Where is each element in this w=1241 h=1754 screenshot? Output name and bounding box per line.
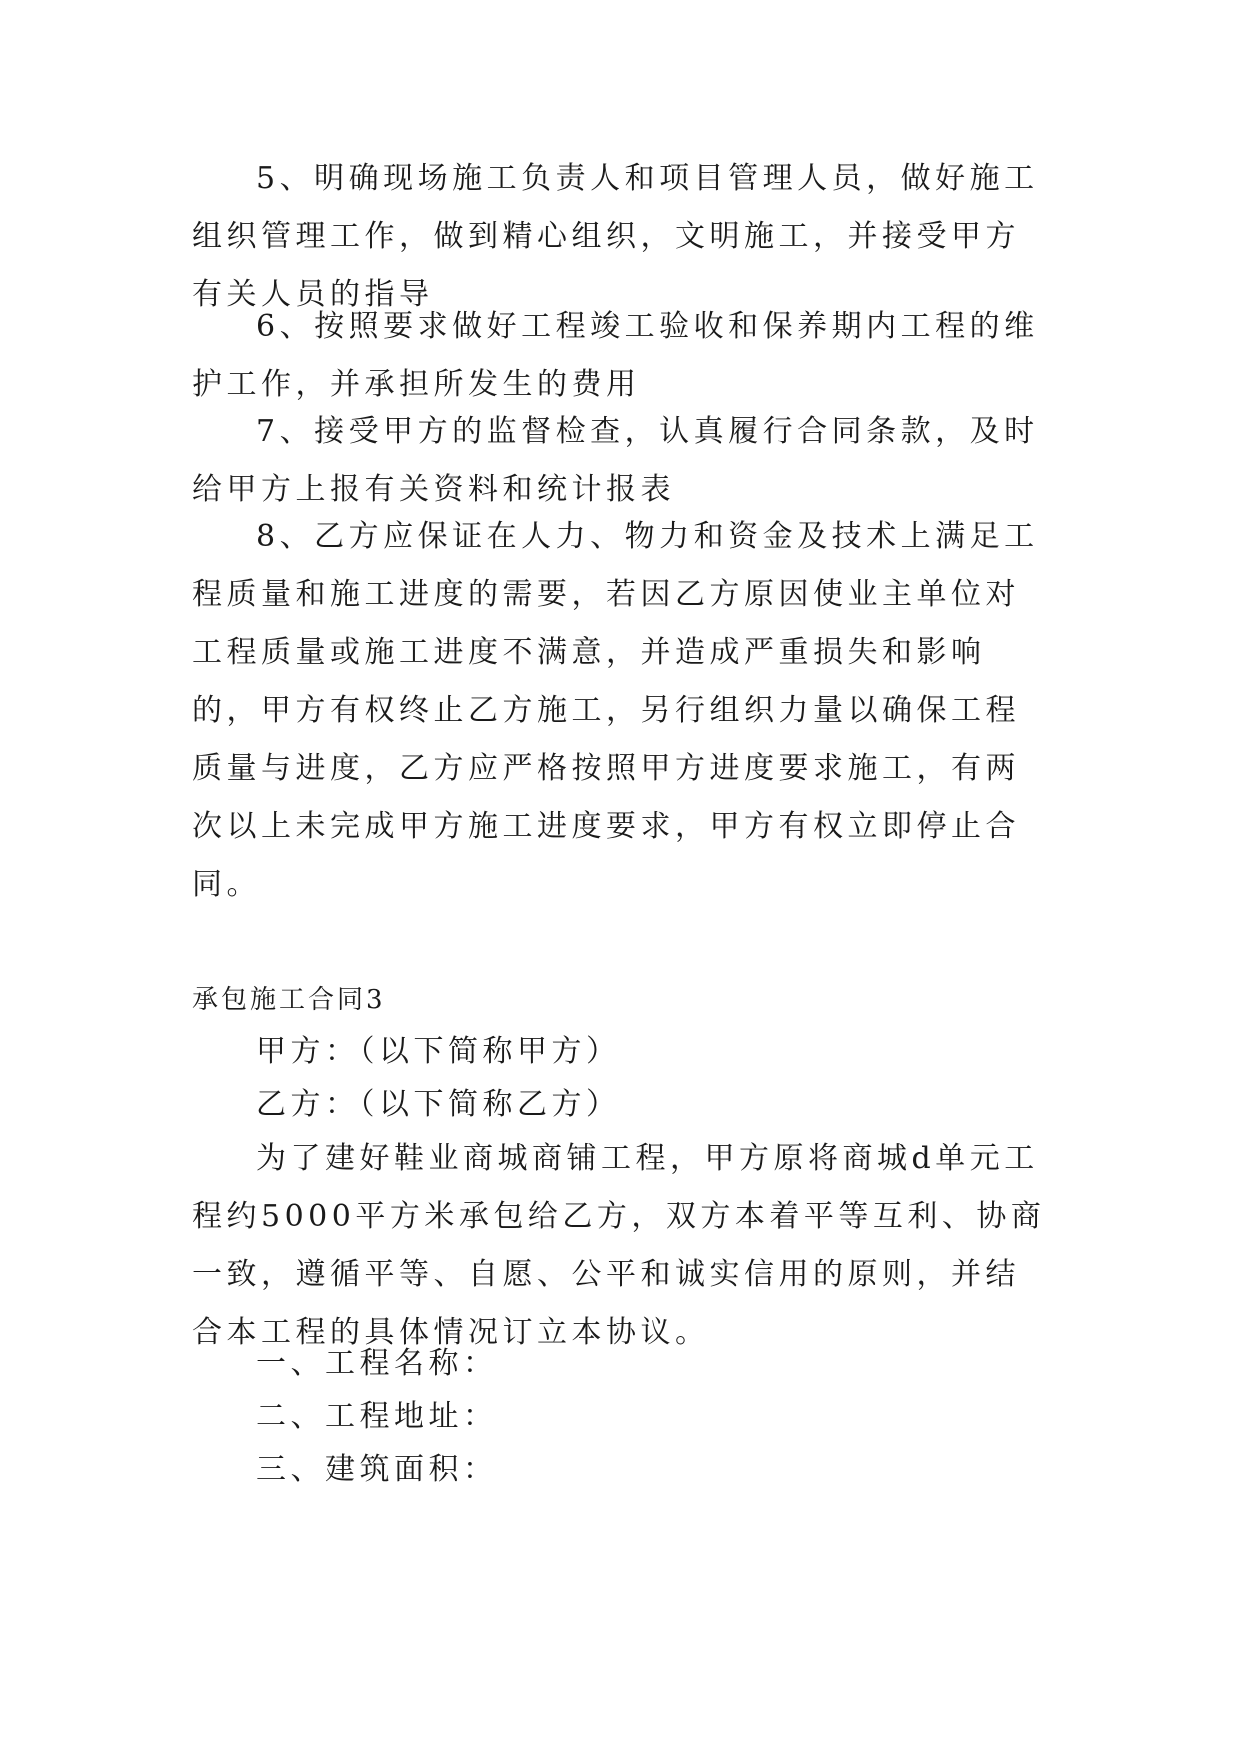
paragraph-item-8: 8、乙方应保证在人力、物力和资金及技术上满足工程质量和施工进度的需要，若因乙方原因使业主单位对工程质量或施工进度不满意，并造成严重损失和影响的，甲方有权终止乙方施工，另行组织力量以确保工程质量与进度，乙方应严格按照甲方进度要求施工，有两次以上未完成甲方施工进度要求，甲方有权立即停止合同。 bbox=[192, 519, 1039, 902]
paragraph-item-5: 5、明确现场施工负责人和项目管理人员，做好施工组织管理工作，做到精心组织，文明施工，并接受甲方有关人员的指导 bbox=[192, 161, 1039, 312]
section-title: 承包施工合同3 bbox=[192, 985, 386, 1015]
party-a-line: 甲方：（以下简称甲方） bbox=[256, 1034, 621, 1069]
paragraph-item-7: 7、接受甲方的监督检查，认真履行合同条款，及时给甲方上报有关资料和统计报表 bbox=[192, 414, 1039, 507]
item-project-name: 一、工程名称： bbox=[256, 1346, 498, 1381]
item-project-address: 二、工程地址： bbox=[256, 1399, 498, 1434]
intro-paragraph: 为了建好鞋业商城商铺工程，甲方原将商城d单元工程约5000平方米承包给乙方，双方本着平等互利、协商一致，遵循平等、自愿、公平和诚实信用的原则，并结合本工程的具体情况订立本协议。 bbox=[192, 1141, 1046, 1350]
item-building-area: 三、建筑面积： bbox=[256, 1452, 498, 1487]
party-b-line: 乙方：（以下简称乙方） bbox=[256, 1087, 621, 1122]
paragraph-item-6: 6、按照要求做好工程竣工验收和保养期内工程的维护工作，并承担所发生的费用 bbox=[192, 309, 1039, 402]
